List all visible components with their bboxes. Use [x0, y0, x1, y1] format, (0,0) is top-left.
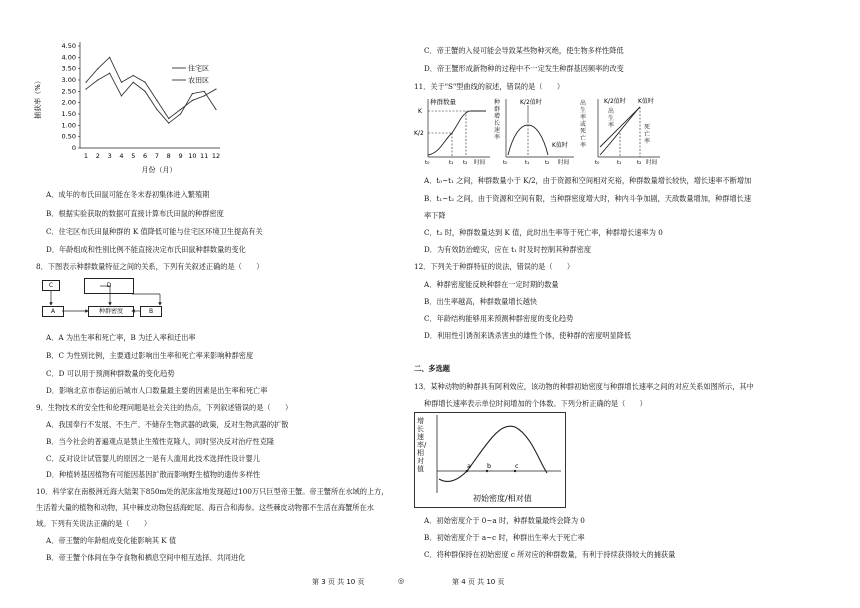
data-point [215, 109, 216, 110]
x-tick-label: 11 [200, 152, 209, 160]
q13-line2: 种群增长速率表示单位时间增加的个体数。下列分析正确的是（ ） [424, 399, 647, 408]
q9-option-d: D．种植转基因植物有可能因基因扩散而影响野生植物的遗传多样性 [46, 470, 261, 479]
q11-fig1-t0: t₀ [425, 160, 430, 165]
q11-fig3-xlabel: 时间 [646, 160, 658, 165]
y-tick-label: 3.50 [61, 64, 76, 73]
y-tick-label: 0 [71, 144, 76, 152]
q9-option-c: C．反对设计试管婴儿的原因之一是有人滥用此技术选择性设计婴儿 [46, 454, 260, 463]
x-tick-label: 10 [188, 152, 197, 160]
x-tick-label: 12 [211, 152, 221, 160]
y-tick-label: 1.00 [61, 121, 76, 130]
q11-fig2-t0: t₀ [503, 160, 508, 165]
q11-fig3-t2: t₂ [637, 160, 642, 165]
y-tick-label: 2.00 [61, 98, 76, 107]
data-point [121, 82, 122, 83]
q11-stem: 11．关于"S"型曲线的叙述，错误的是（ ） [414, 82, 565, 91]
q13-option-a: A．初始密度介于 0~a 时，种群数量最终会降为 0 [424, 516, 585, 525]
q8-option-b: B．C 为性别比例，主要通过影响出生率和死亡率来影响种群密度 [46, 351, 254, 360]
q9-option-a: A．我国奉行不发展、不生产、不储存生物武器的政策，反对生物武器的扩散 [46, 420, 289, 429]
q12-option-d: D．利用性引诱剂来诱杀害虫的雄性个体，使种群的密度明显降低 [424, 331, 632, 340]
q11-fig3-ylabel: 出生率或死亡率 [580, 100, 587, 149]
y-tick-label: 0.50 [61, 132, 76, 141]
q10-line3: 域。下列有关说法正确的是（ ） [36, 519, 152, 528]
legend-label: 住宅区 [188, 64, 209, 73]
q13-line1: 13．某种动物的种群具有阿利效应，该动物的种群初始密度与种群增长速率之间的对应关系如图所示，其中 [414, 382, 754, 391]
q8-box-c: C [42, 280, 60, 291]
x-tick-label: 1 [83, 152, 89, 160]
q13-fig-xlabel: 初始密度/相对值 [473, 494, 532, 503]
q11-fig1-xlabel: 时间 [474, 160, 486, 165]
q11-fig3-note2: K值时 [638, 98, 654, 105]
data-point [156, 100, 157, 101]
q8-option-d: D．影响北京市春运前后城市人口数量最主要的因素是出生率和死亡率 [46, 386, 268, 395]
data-point [121, 95, 122, 96]
data-point [204, 95, 205, 96]
footer-page-left: 第 3 页 共 10 页 [312, 578, 365, 586]
q11-fig2-t2: t₂ [545, 160, 550, 165]
q13-option-b: B．初始密度介于 a~c 时，种群出生率大于死亡率 [424, 533, 585, 542]
q11-fig3-birth: 出生率 [608, 108, 615, 129]
footer-binding-mark: ◎ [398, 577, 405, 585]
data-point [109, 57, 110, 58]
q13-fig-ylabel: 增长速率/相对值 [417, 417, 427, 473]
x-axis-label: 月份（月） [141, 166, 177, 174]
q11-fig2-t1: t₁ [525, 160, 530, 165]
q7-option-d: D．年龄组成和性别比例不能直接决定布氏田鼠种群数量的变化 [46, 245, 246, 254]
q11-fig2-knote: K值时 [552, 142, 568, 149]
x-tick-label: 5 [131, 152, 136, 160]
q8-box-d: D [84, 278, 134, 294]
data-point [192, 93, 193, 94]
q10-option-d: D．帝王蟹形成新物种的过程中不一定发生种群基因频率的改变 [424, 64, 624, 73]
q11-figure-1 [414, 95, 492, 165]
data-point [109, 73, 110, 74]
q13-fig-b: b [487, 462, 492, 470]
q13-fig-curve [415, 413, 565, 507]
data-point [97, 79, 98, 80]
q8-box-center: 种群密度 [88, 306, 134, 317]
q11-fig3-note1: K/2值时 [604, 98, 626, 105]
y-tick-label: 3.00 [61, 76, 76, 84]
data-point [168, 118, 169, 119]
data-point [144, 82, 145, 83]
data-point [192, 100, 193, 101]
q7-option-a: A．成年的布氏田鼠可能在冬末春初集体进入繁殖期 [46, 190, 210, 199]
q11-option-b1: B．t₁~t₂ 之间，由于资源和空间有限，当种群密度增大时，种内斗争加剧，天敌数量增加，种群增长速 [424, 194, 752, 203]
x-tick-label: 6 [143, 152, 148, 160]
q10-line2: 生活着大量的植物和动物，其中棘皮动物包括海蛇尾、海百合和海参。这些棘皮动物都不生活在海蟹所在水 [36, 503, 374, 512]
q8-box-b: B [140, 306, 162, 317]
data-point [133, 82, 134, 83]
q11-figure-2 [492, 95, 576, 165]
q7-option-b: B．根据实验获取的数据可直接计算布氏田鼠的种群密度 [46, 209, 224, 218]
q11-fig2-note: K/2值时 [520, 99, 542, 106]
q11-option-c: C．t₂ 时，种群数量达到 K 值，此时出生率等于死亡率，种群增长速率为 0 [424, 228, 663, 237]
q13-option-c: C．将种群保持在初始密度 c 所对应的种群数量，有利于持续获得较大的捕获量 [424, 550, 676, 559]
data-point [85, 88, 86, 89]
x-tick-label: 3 [107, 152, 112, 160]
legend-label: 农田区 [188, 76, 209, 85]
y-tick-label: 2.50 [61, 87, 76, 96]
q8-stem: 8．下图表示种群数量特征之间的关系，下列有关叙述正确的是（ ） [36, 262, 264, 271]
data-point [180, 109, 181, 110]
q11-option-b2: 率下降 [424, 211, 446, 220]
q11-fig1-k: K [418, 108, 422, 115]
q11-fig1-k2: K/2 [414, 130, 424, 137]
q11-fig3-t0: t₀ [595, 160, 600, 165]
data-point [133, 75, 134, 76]
footer-page-right: 第 4 页 共 10 页 [452, 578, 505, 586]
x-tick-label: 7 [154, 152, 159, 160]
data-point [85, 82, 86, 83]
q11-fig3-death: 死亡率 [644, 124, 651, 145]
data-point [204, 91, 205, 92]
y-tick-label: 4.00 [61, 53, 76, 62]
q12-option-c: C．年龄结构能够用来预测种群密度的变化趋势 [424, 314, 574, 323]
q11-fig1-t2: t₂ [463, 160, 468, 165]
q10-option-b: B．帝王蟹个体间在争夺食物和栖息空间中相互选择、共同进化 [46, 553, 246, 562]
x-tick-label: 8 [166, 152, 171, 160]
q12-option-a: A．种群密度能反映种群在一定时期的数量 [424, 280, 559, 289]
section-heading: 二、多选题 [414, 364, 450, 373]
q8-diagram [40, 276, 190, 322]
q13-fig-c: c [515, 462, 519, 470]
q10-line1: 10．科学家在南极洲近海大陆架下850m处的泥床盆地发现超过100万只巨型帝王蟹。帝王蟹所在水域的上方， [36, 487, 389, 496]
q11-fig1-ylabel: 种群数量 [430, 98, 456, 106]
q8-option-c: C．D 可以用于预测种群数量的变化趋势 [46, 369, 175, 378]
q8-box-a: A [42, 306, 64, 317]
q12-stem: 12．下列关于种群特征的说法，错误的是（ ） [414, 262, 575, 271]
q10-option-a: A．帝王蟹的年龄组成变化能影响其 K 值 [46, 536, 177, 545]
y-tick-label: 1.50 [61, 110, 76, 118]
q7-option-c: C．住宅区布氏田鼠种群的 K 值降低可能与住宅区环境卫生提高有关 [46, 227, 263, 236]
data-point [168, 122, 169, 123]
q11-fig2-xlabel: 时间 [558, 160, 570, 165]
q10-option-c: C．帝王蟹的入侵可能会导致某些物种灭绝，使生物多样性降低 [424, 46, 624, 55]
data-point [144, 91, 145, 92]
q13-figure [414, 412, 566, 508]
q8-option-a: A．A 为出生率和死亡率，B 为迁入率和迁出率 [46, 333, 196, 342]
capture-rate-chart [30, 38, 240, 178]
data-point [97, 68, 98, 69]
data-point [156, 109, 157, 110]
x-tick-label: 2 [95, 152, 100, 160]
q13-fig-a: a [467, 462, 471, 470]
q11-fig3-t1: t₁ [617, 160, 622, 165]
y-axis-label: 捕获率（%） [34, 77, 42, 119]
q11-fig2-ylabel: 种群增长速率 [494, 99, 501, 141]
q11-fig1-t1: t₁ [449, 160, 454, 165]
x-tick-label: 4 [119, 152, 124, 160]
data-point [180, 113, 181, 114]
q9-stem: 9．生物技术的安全性和伦理问题是社会关注的热点，下列叙述错误的是（ ） [36, 403, 293, 412]
q11-option-d: D．为有效防治蝗灾，应在 t₁ 时及时控制其种群密度 [424, 245, 592, 254]
q9-option-b: B．当今社会的普遍观点是禁止生殖性克隆人，同时坚决反对治疗性克隆 [46, 437, 275, 446]
x-tick-label: 9 [178, 152, 183, 160]
data-point [215, 88, 216, 89]
y-tick-label: 4.50 [61, 42, 76, 50]
q12-option-b: B．出生率越高，种群数量增长越快 [424, 297, 538, 306]
q11-option-a: A．t₀~t₁ 之间，种群数量小于 K/2，由于资源和空间相对充裕，种群数量增长较快，增长速率不断增加 [424, 176, 752, 185]
